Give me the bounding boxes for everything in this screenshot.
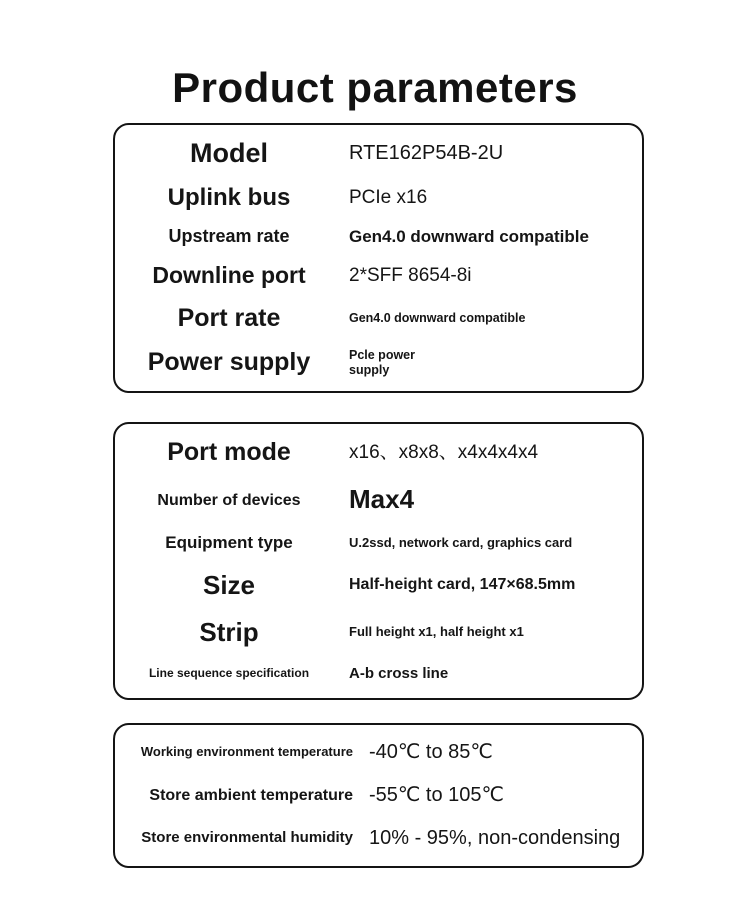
spec-label-working-temperature: Working environment temperature (140, 744, 353, 760)
spec-value-uplink-bus: PCIe x16 (349, 187, 428, 209)
spec-row-equipment-type (115, 534, 642, 553)
spec-value-store-temperature: -55℃ to 105℃ (369, 784, 504, 806)
spec-label-equipment-type: Equipment type (165, 532, 293, 552)
spec-label-power-supply: Power supply (147, 347, 311, 376)
spec-value-working-temperature: -40℃ to 85℃ (369, 741, 493, 763)
spec-value-store-humidity: 10% - 95%, non-condensing (369, 827, 621, 849)
spec-value-line-sequence: A-b cross line (349, 665, 449, 683)
spec-section-environment (113, 723, 644, 868)
spec-value-port-rate: Gen4.0 downward compatible (349, 311, 526, 326)
spec-value-upstream-rate: Gen4.0 downward compatible (349, 227, 589, 247)
spec-label-strip: Strip (199, 617, 259, 648)
spec-label-line-sequence: Line sequence specification (148, 666, 310, 681)
spec-label-store-temperature: Store ambient temperature (149, 786, 353, 804)
spec-label-port-mode: Port mode (167, 438, 291, 467)
spec-row-upstream-rate (115, 227, 642, 247)
spec-label-port-rate: Port rate (177, 303, 281, 332)
spec-label-downline-port: Downline port (152, 262, 306, 289)
spec-row-uplink-bus (115, 185, 642, 211)
spec-row-size (115, 571, 642, 600)
spec-section-interface (113, 123, 644, 393)
spec-label-uplink-bus: Uplink bus (167, 183, 291, 211)
spec-row-model (115, 139, 642, 169)
spec-row-downline-port (115, 263, 642, 288)
spec-label-model: Model (190, 138, 268, 169)
spec-value-downline-port: 2*SFF 8654-8i (349, 264, 472, 286)
spec-row-line-sequence (115, 665, 642, 682)
spec-label-size: Size (202, 570, 256, 601)
spec-label-store-humidity: Store environmental humidity (141, 829, 353, 847)
spec-value-power-supply: Pcle power supply (349, 348, 415, 377)
spec-value-size: Half-height card, 147×68.5mm (349, 576, 576, 594)
spec-value-strip: Full height x1, half height x1 (349, 624, 524, 640)
spec-value-number-of-devices: Max4 (349, 484, 415, 515)
spec-value-equipment-type: U.2ssd, network card, graphics card (349, 534, 573, 550)
spec-value-model: RTE162P54B-2U (349, 142, 504, 165)
spec-label-number-of-devices: Number of devices (157, 491, 301, 509)
spec-row-number-of-devices (115, 485, 642, 515)
spec-row-store-humidity (115, 827, 642, 850)
spec-row-store-temperature (115, 784, 642, 807)
page-title: Product parameters (172, 64, 578, 112)
spec-value-port-mode: x16、x8x8、x4x4x4x4 (349, 442, 539, 464)
spec-row-power-supply (115, 348, 642, 377)
spec-row-port-rate (115, 305, 642, 333)
spec-row-strip (115, 618, 642, 647)
spec-section-ports-physical (113, 422, 644, 700)
spec-row-working-temperature (115, 741, 642, 764)
spec-label-upstream-rate: Upstream rate (168, 226, 290, 247)
spec-row-port-mode (115, 439, 642, 467)
